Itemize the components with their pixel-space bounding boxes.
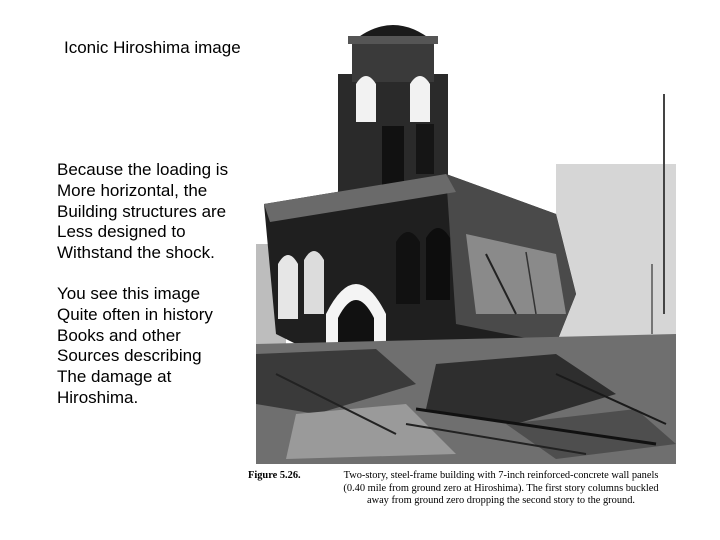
text-line: Books and other <box>57 325 181 345</box>
text-line: More horizontal, the <box>57 180 208 200</box>
text-line: Quite often in history <box>57 304 213 324</box>
text-line: Withstand the shock. <box>57 243 215 263</box>
paragraph-loading <box>57 160 257 264</box>
figure-caption <box>248 470 688 508</box>
caption-line: (0.40 mile from ground zero at Hiroshima). The first story columns buckled <box>343 482 659 494</box>
caption-line: away from ground zero dropping the second story to the ground. <box>366 495 636 506</box>
text-line: Less designed to <box>57 222 186 242</box>
text-line: Building structures are <box>57 201 227 221</box>
text-line: Sources describing <box>57 346 202 366</box>
text-line: Because the loading is <box>57 160 229 179</box>
caption-line: Two-story, steel-frame building with 7-inch reinforced-concrete wall panels <box>343 470 659 481</box>
slide-title: Iconic Hiroshima image <box>64 38 241 57</box>
text-line: The damage at <box>57 367 172 387</box>
slide-body <box>57 160 257 409</box>
paragraph-history <box>57 284 257 409</box>
figure-label: Figure 5.26. <box>248 470 301 481</box>
hiroshima-building-photo <box>256 14 676 464</box>
text-line: Hiroshima. <box>57 387 139 407</box>
text-line: You see this image <box>57 283 201 303</box>
ruined-building-illustration <box>256 14 676 464</box>
